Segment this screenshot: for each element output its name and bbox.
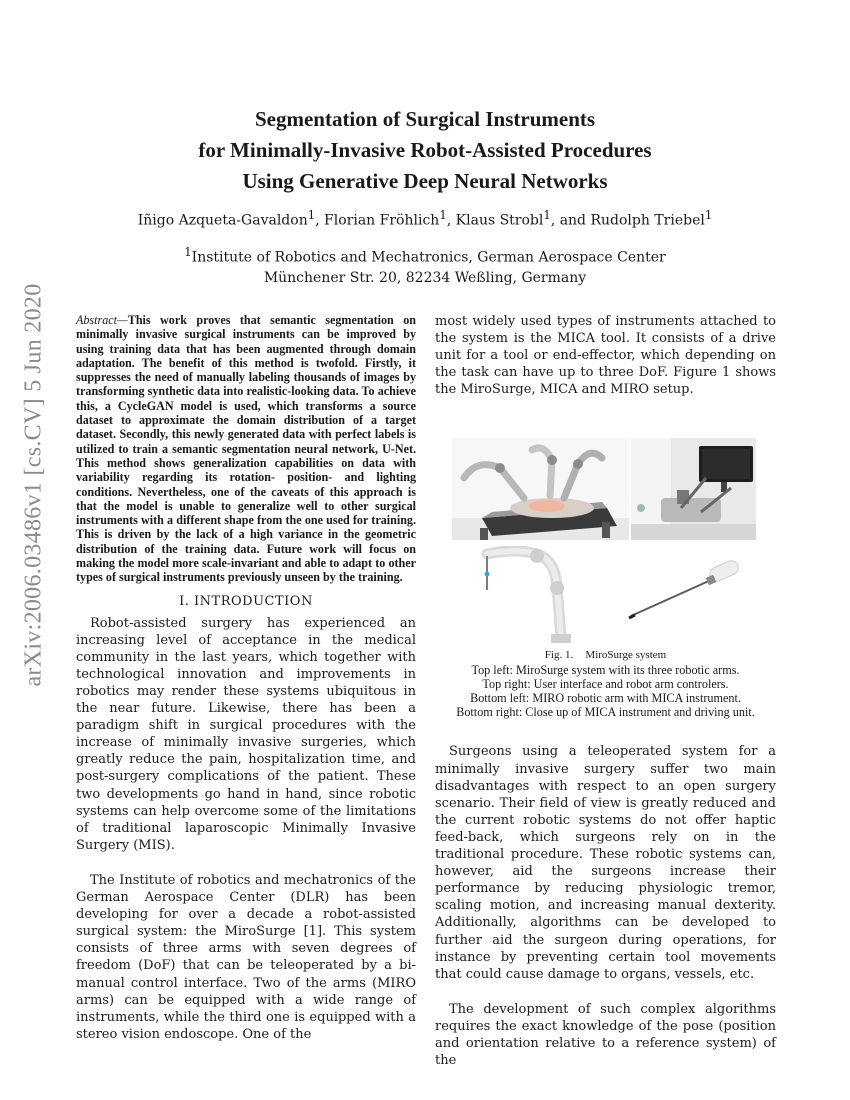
intro-paragraph-2: The Institute of robotics and mechatronics of the German Aerospace Center (DLR) has been developing for over a decade a robot-assisted surgical system: the MiroSurge [1]. This system consists of three arms with seven degrees of freedom (DoF) that can be teleoperated by a bi-manual control interface. Two of the arms (MIRO arms) can be equipped with a wide range of instruments, while the third one is equipped with a stereo vision endoscope. One of the xyxy=(76,872,416,1042)
intro-paragraph-1: Robot-assisted surgery has experienced an increasing level of acceptance in the medical community in the last years, which together with technological innovation and improvements in robotics may render these systems ubiquitous in the near future. Likewise, there has been a paradigm shift in surgical procedures with the increase of minimally invasive surgeries, which greatly reduce the pain, hospitalization time, and post-surgery complications of the patient. These two developments go hand in hand, since robotic systems can help overcome some of the limitations of traditional laparoscopic Minimally Invasive Surgery (MIS). xyxy=(76,615,416,853)
arxiv-sidebar xyxy=(6,283,62,687)
caption-line-4: Bottom right: Close up of MICA instrument and driving unit. xyxy=(456,705,755,720)
intro-paragraph-continued: most widely used types of instruments attached to the system is the MICA tool. It consists of a drive unit for a tool or end-effector, which depending on the task can have up to three DoF. Figure 1 shows the MiroSurge, MICA and MIRO setup. xyxy=(435,314,776,398)
robot-arm-icon xyxy=(475,546,585,643)
right-column xyxy=(435,313,776,1069)
affiliation xyxy=(100,242,750,288)
author-affil-mark: 1 xyxy=(704,208,713,222)
arxiv-id: arXiv:2006.03486v1 [cs.CV] 5 Jun 2020 xyxy=(20,283,47,687)
caption-line-2: Top right: User interface and robot arm controlers. xyxy=(482,676,729,691)
title-line-3: Using Generative Deep Neural Networks xyxy=(242,169,608,193)
title-line-1: Segmentation of Surgical Instruments xyxy=(254,107,596,131)
mirosurge-robot-icon xyxy=(452,438,629,540)
affil-mark: 1 xyxy=(184,245,192,259)
surgical-instrument-icon xyxy=(623,558,748,628)
figure-title: MiroSurge system xyxy=(585,649,667,662)
abstract-dash: — xyxy=(116,313,128,327)
affil-line-2: Münchener Str. 20, 82234 Weßling, Germany xyxy=(263,269,587,286)
author-name: Florian Fröhlich xyxy=(324,212,440,229)
author-affil-mark: 1 xyxy=(439,208,447,222)
paper-title xyxy=(100,104,750,197)
right-paragraph-surgeons: Surgeons using a teleoperated system for a minimally invasive surgery suffer two main disadvantages with respect to an open surgery scenario. Their field of view is greatly reduced and the current robotic systems do not offer haptic feed-back, which surgeons rely on in the traditional procedure. These robotic systems can, however, aid the surgeons increase their performance by reducing physiologic tremor, scaling motion, and increasing manual dexterity. Additionally, algorithms can be developed to further aid the surgeon during operations, for instance by preventing certain tool movements that could cause damage to organs, vessels, etc. xyxy=(435,744,776,982)
section-heading-introduction: I. INTRODUCTION xyxy=(179,593,313,609)
affil-line-1: Institute of Robotics and Mechatronics, German Aerospace Center xyxy=(191,249,666,266)
caption-line-3: Bottom left: MIRO robotic arm with MICA instrument. xyxy=(470,691,741,706)
left-column xyxy=(76,313,416,1043)
author-affil-mark: 1 xyxy=(307,208,316,222)
figure-image-mica-instrument xyxy=(623,558,748,628)
author-separator: , xyxy=(446,212,456,229)
figure-image-mirosurge xyxy=(452,438,629,540)
abstract xyxy=(76,313,416,585)
author-list xyxy=(60,205,790,231)
author-name: Rudolph Triebel xyxy=(590,212,705,229)
author-separator: , and xyxy=(550,212,591,229)
figure-label: Fig. 1. xyxy=(544,649,574,662)
author-name: Klaus Strobl xyxy=(455,212,544,229)
abstract-text: This work proves that semantic segmentation on minimally invasive surgical instruments can be improved by using training data that has been augmented through domain adaptation. The benefit of this method is twofold. Firstly, it suppresses the need of manually labeling thousands of images by transforming synthetic data into realistic-looking data. To achieve this, a CycleGAN model is used, which transforms a source dataset to approximate the domain distribution of a target dataset. Secondly, this newly generated data with perfect labels is utilized to train a semantic segmentation neural network, U-Net. This method shows generalization capabilities on data with variability regarding its rotation- position- and lighting conditions. Nevertheless, one of the caveats of this approach is that the model is unable to generalize well to other surgical instruments with a different shape from the one used for training. This is driven by the lack of a high variance in the geometric distribution of the training data. Future work will focus on making the model more scale-invariant and able to adapt to other types of surgical instruments previously unseen by the training. xyxy=(76,313,416,585)
caption-line-1: Top left: MiroSurge system with its three robotic arms. xyxy=(471,662,740,677)
figure-1 xyxy=(435,438,776,643)
console-monitor-icon xyxy=(631,438,756,540)
title-line-2: for Minimally-Invasive Robot-Assisted Procedures xyxy=(198,138,652,162)
figure-image-miro-arm xyxy=(475,546,585,643)
author-separator: , xyxy=(315,212,325,229)
abstract-lead: Abstract xyxy=(76,313,117,327)
author-affil-mark: 1 xyxy=(543,208,551,222)
figure-1-caption xyxy=(435,647,776,719)
right-paragraph-development: The development of such complex algorithms requires the exact knowledge of the pose (position and orientation relative to a reference system) of the xyxy=(435,1001,776,1069)
figure-image-user-interface xyxy=(631,438,756,540)
author-name: Iñigo Azqueta-Gavaldon xyxy=(137,212,308,229)
